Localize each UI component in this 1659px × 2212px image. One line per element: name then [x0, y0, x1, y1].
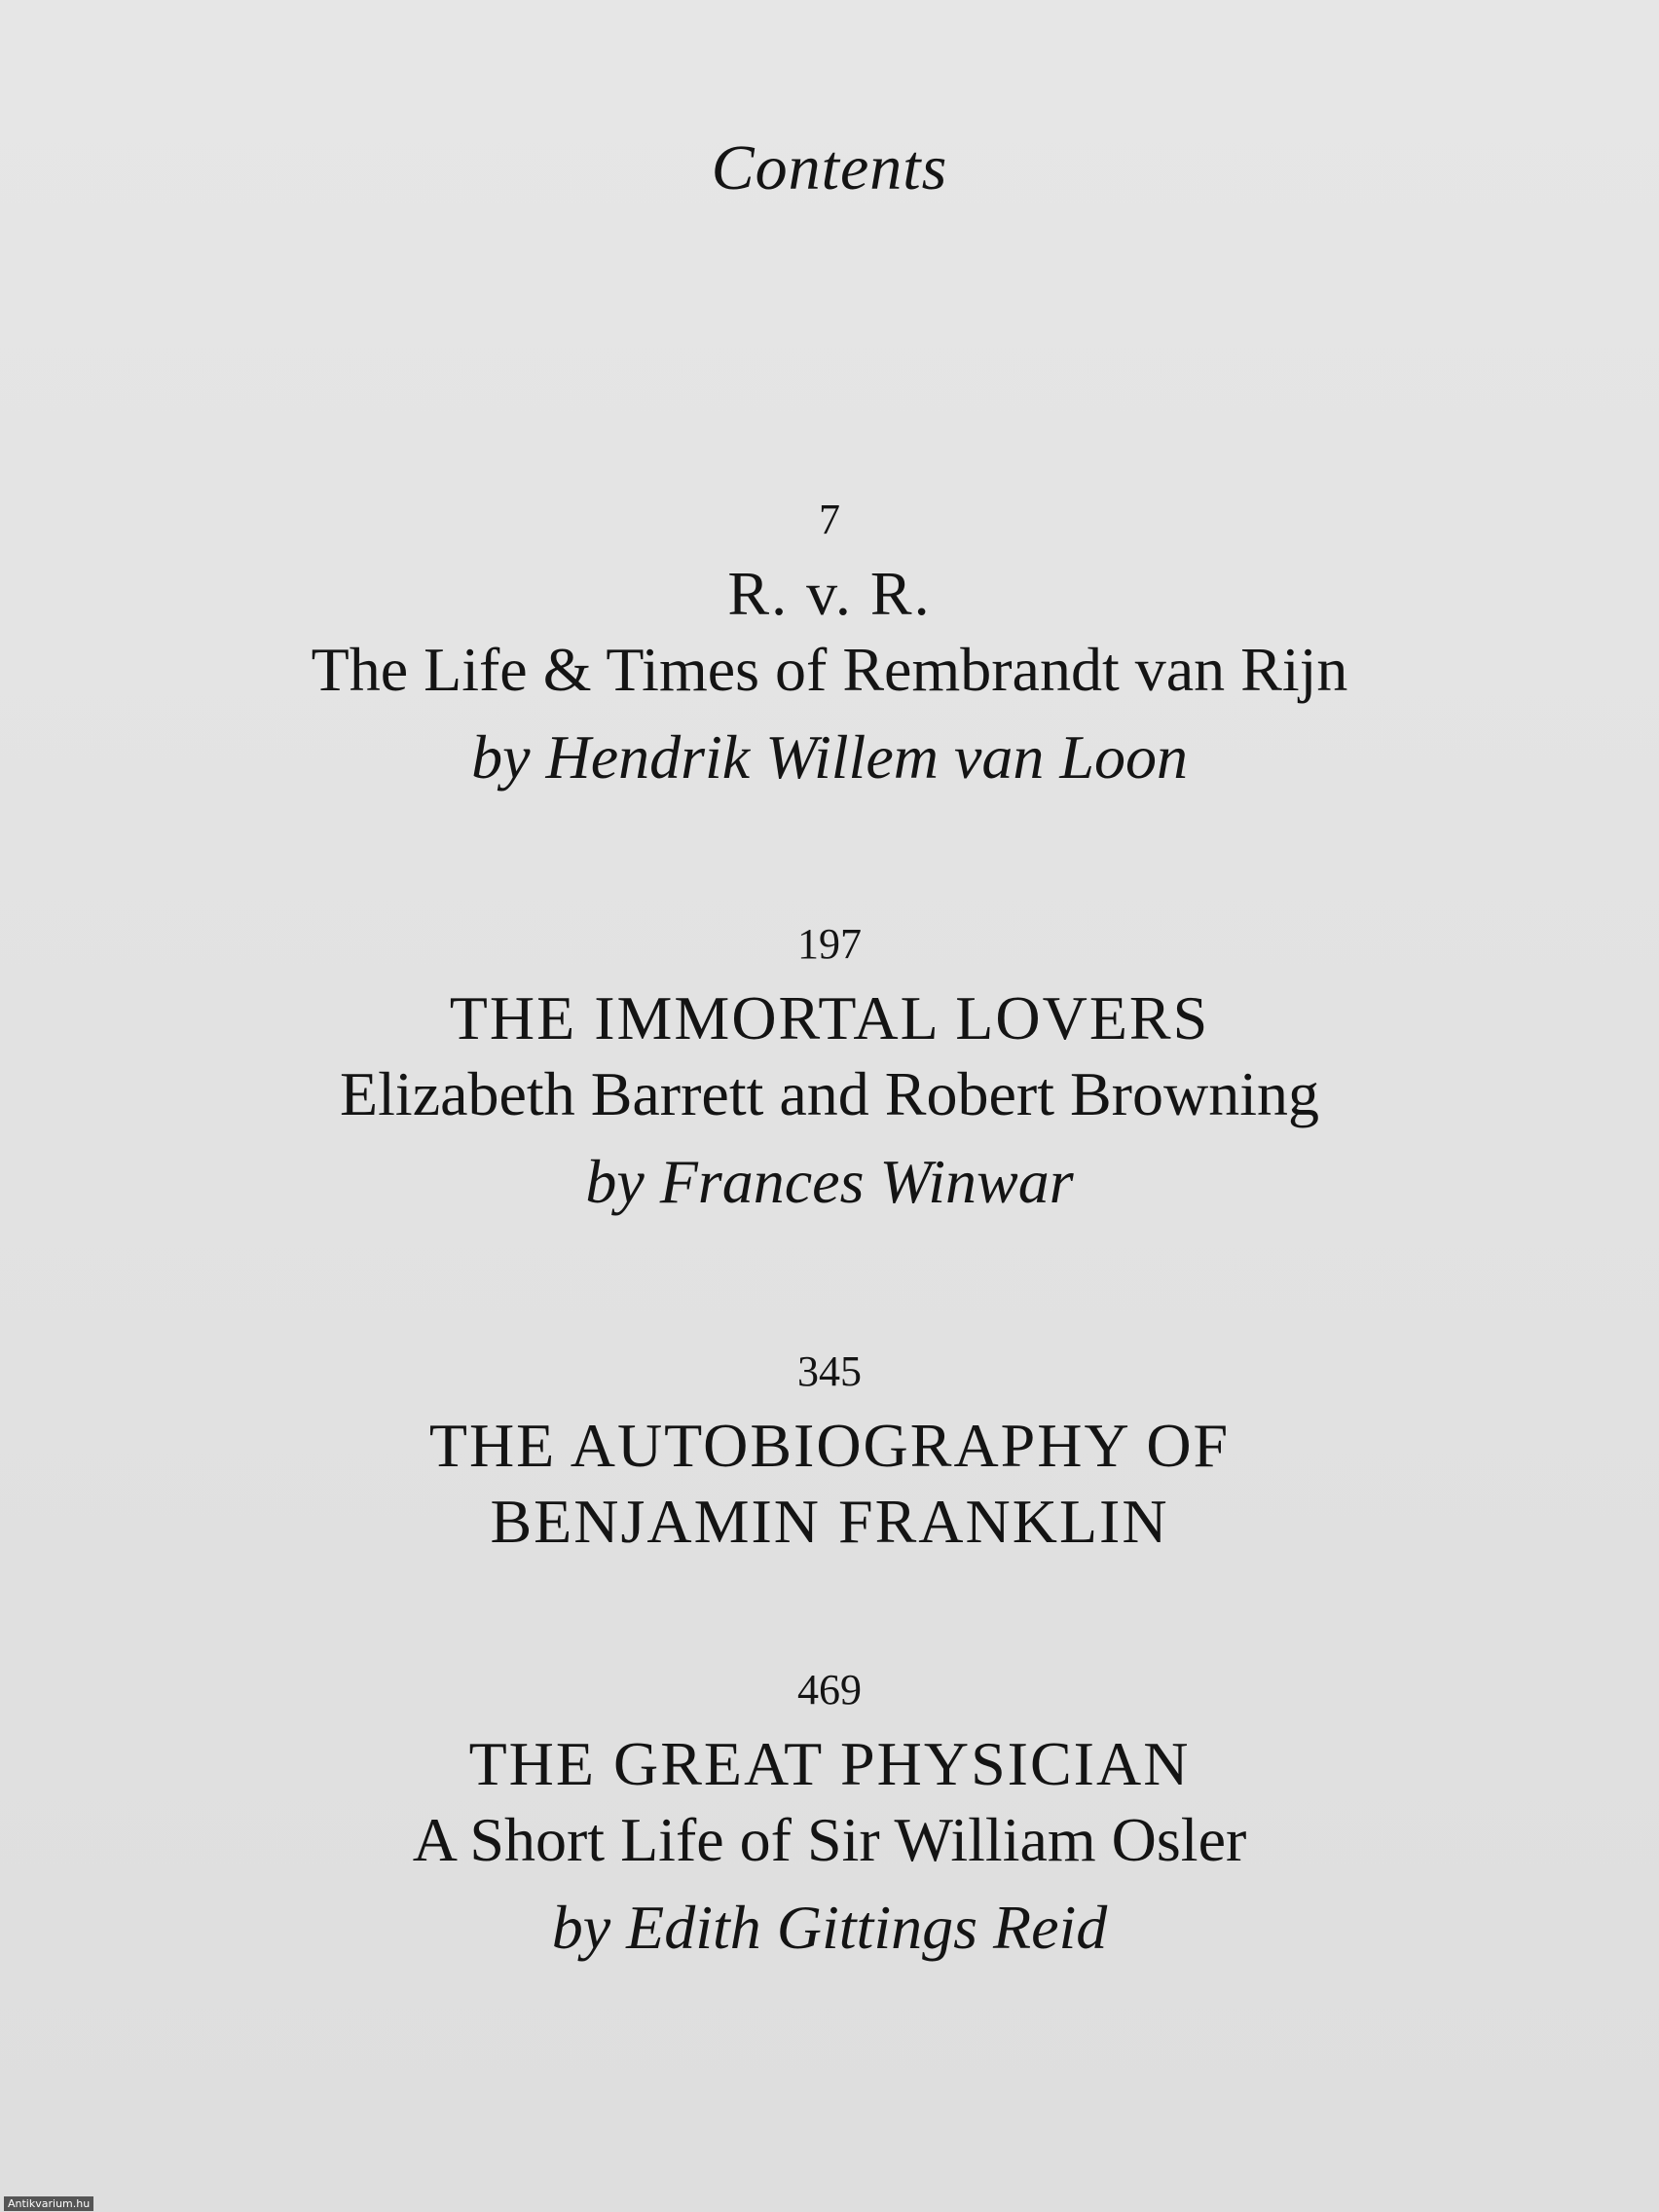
- entry-subtitle: Elizabeth Barrett and Robert Browning: [340, 1059, 1319, 1128]
- entry-title: [0, 1411, 1659, 1556]
- entry-title: [0, 1729, 1659, 1798]
- entry-author: by Hendrik Willem van Loon: [471, 722, 1188, 792]
- toc-entry: [0, 1347, 1659, 1567]
- entry-title-line: THE AUTOBIOGRAPHY OF: [428, 1411, 1231, 1480]
- page-number: 7: [819, 496, 840, 543]
- entry-author: by Edith Gittings Reid: [551, 1893, 1108, 1962]
- entry-title: [0, 983, 1659, 1052]
- entry-author: by Frances Winwar: [585, 1147, 1074, 1216]
- watermark-label: Antikvarium.hu: [4, 2196, 93, 2211]
- page-number: 197: [797, 920, 862, 968]
- entry-title-line: R. v. R.: [727, 559, 932, 628]
- contents-heading: Contents: [711, 132, 948, 203]
- page-number: 469: [797, 1666, 862, 1714]
- entry-title-line: THE IMMORTAL LOVERS: [449, 983, 1210, 1052]
- toc-entry: [0, 496, 1659, 792]
- toc-entry: [0, 1666, 1659, 1962]
- page-number: 345: [797, 1347, 862, 1395]
- entry-title-line: BENJAMIN FRANKLIN: [490, 1487, 1169, 1556]
- entry-title-line: THE GREAT PHYSICIAN: [468, 1729, 1191, 1798]
- entry-subtitle: The Life & Times of Rembrandt van Rijn: [311, 635, 1348, 704]
- toc-entry: [0, 920, 1659, 1216]
- entry-subtitle: A Short Life of Sir William Osler: [412, 1805, 1247, 1874]
- entry-title: [0, 559, 1659, 628]
